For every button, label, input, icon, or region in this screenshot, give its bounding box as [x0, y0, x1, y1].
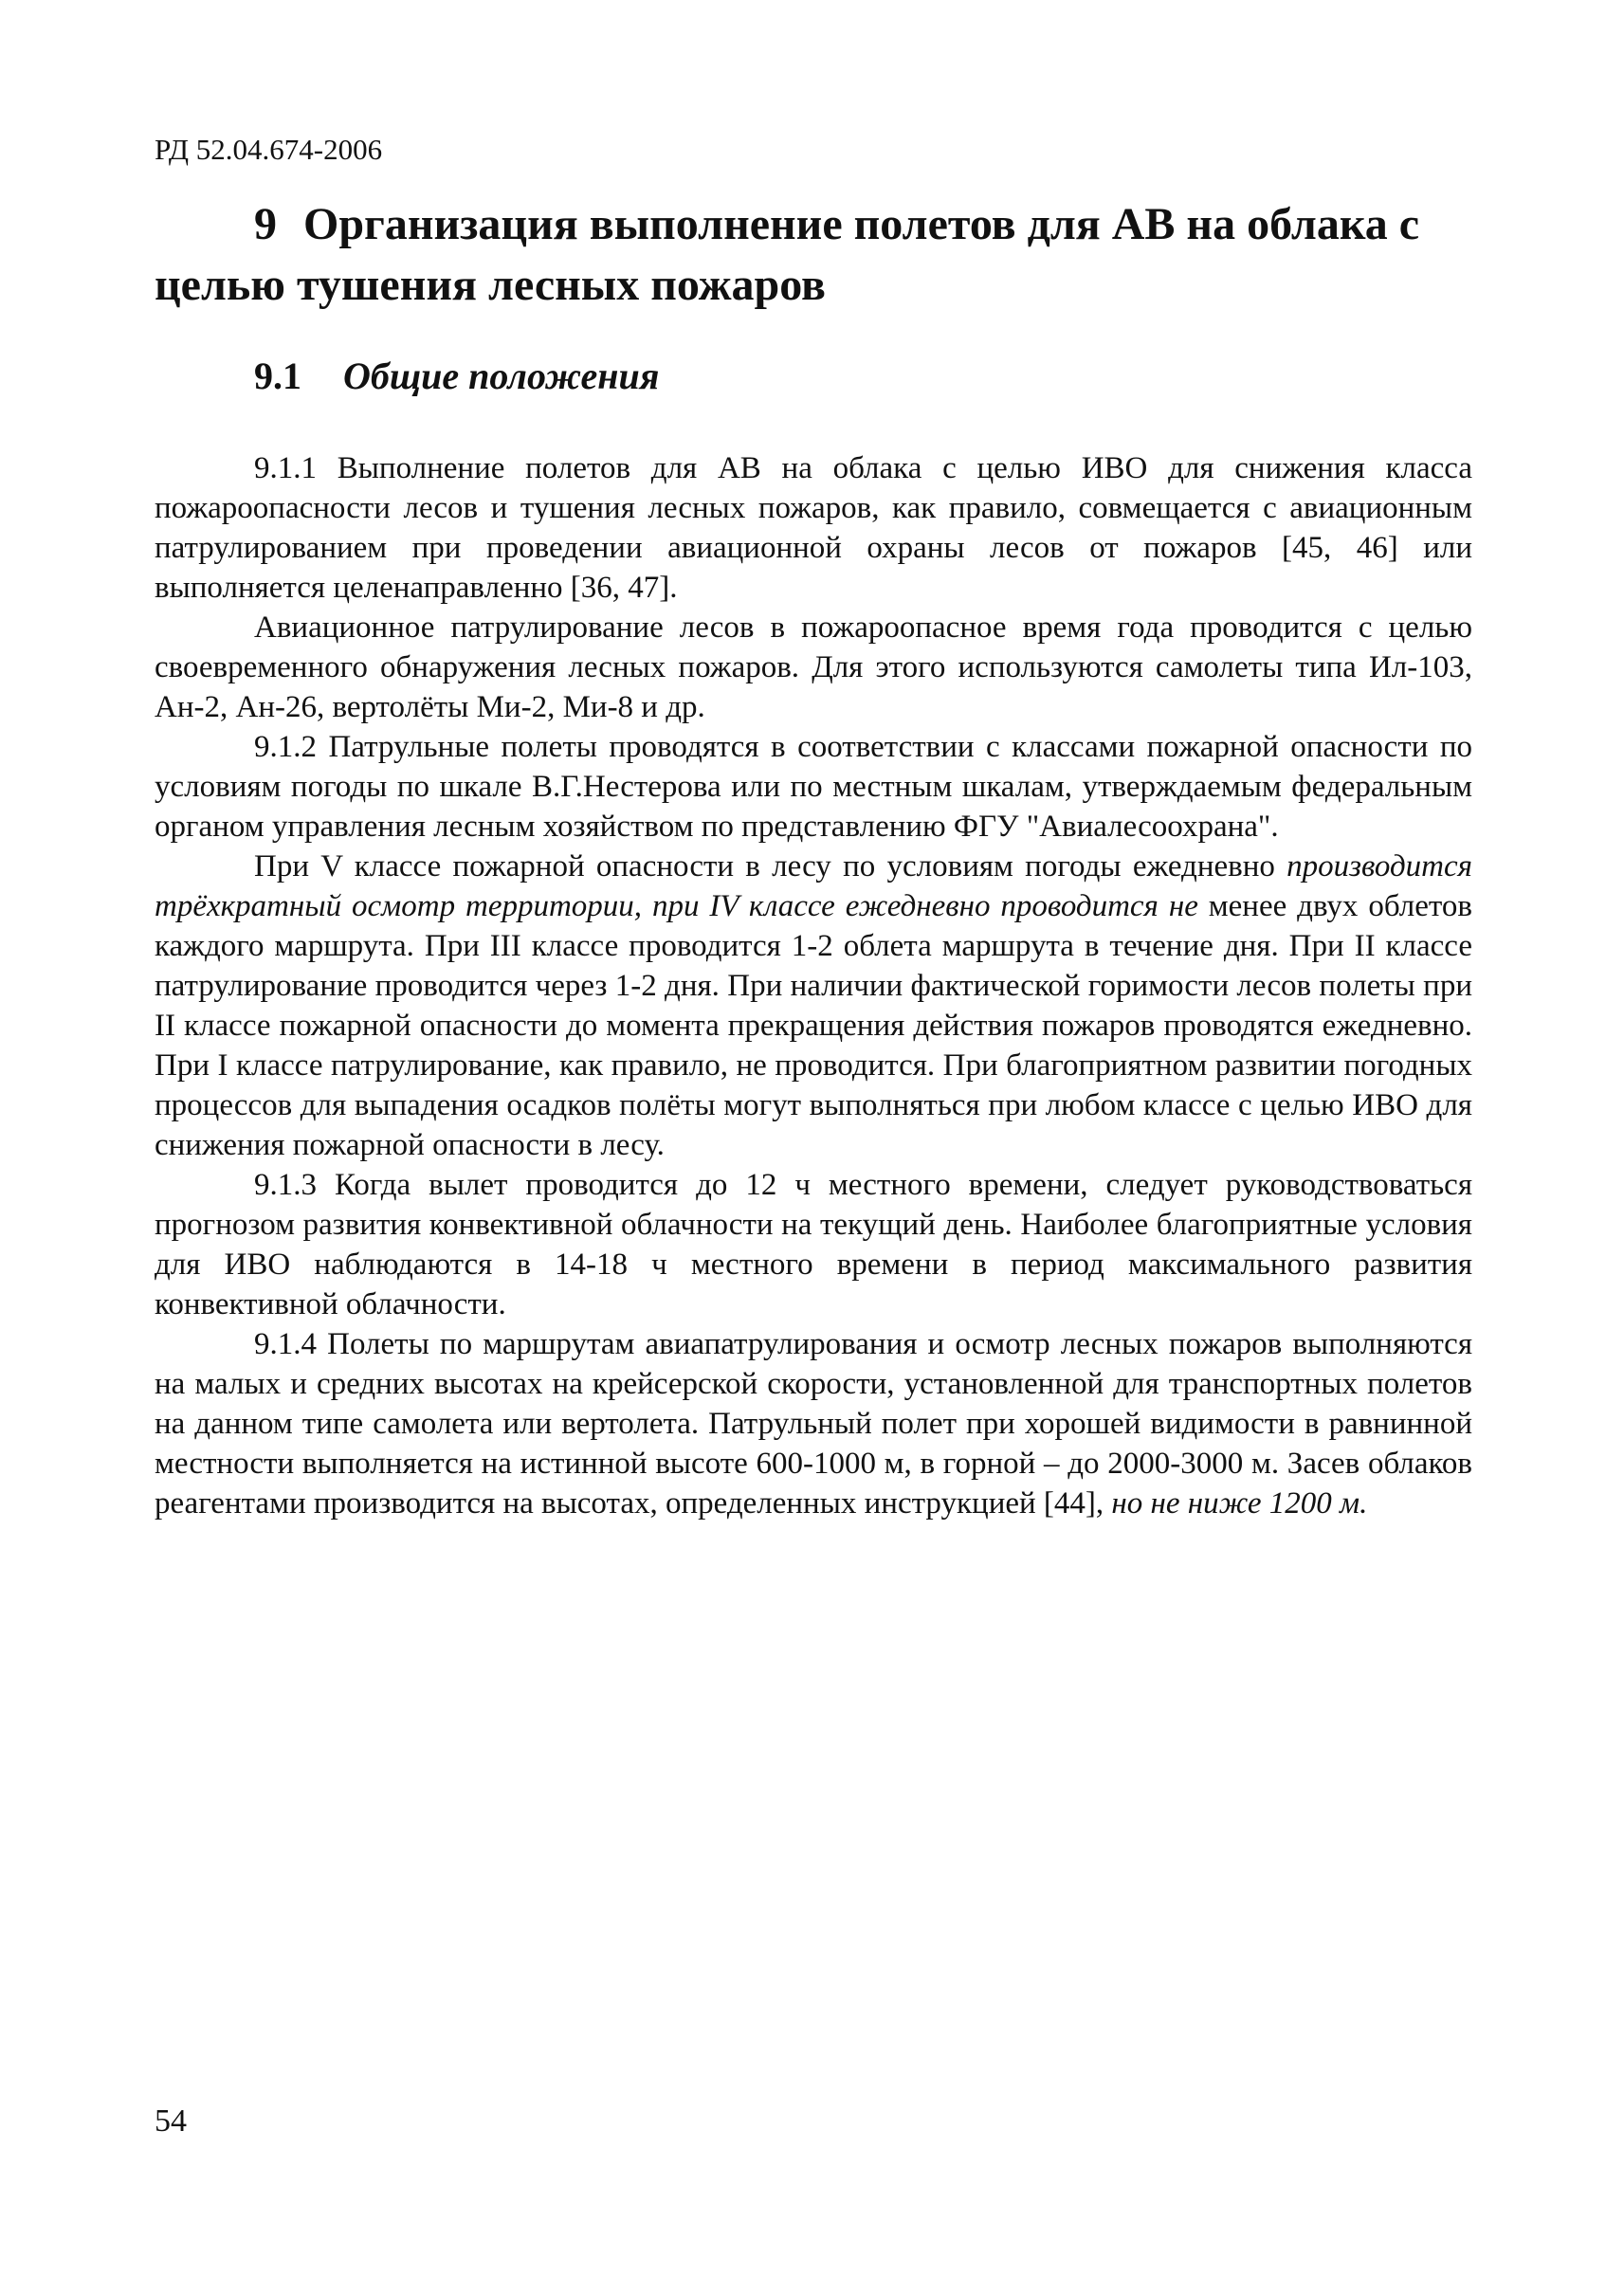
paragraph-aviation-patrol: Авиационное патрулирование лесов в пожароопасное время года проводится с целью своевременного обнаружения лесных пожаров. Для этого используются самолеты типа Ил-103, Ан-2, Ан-26, вертолёты Ми-2, Ми-8 и др. — [155, 610, 1472, 724]
body-text — [155, 448, 1472, 1523]
paragraph-9-1-4-start: 9.1.4 Полеты по маршрутам авиапатрулирования и осмотр лесных пожаров выполняются на малых и средних высотах на крейсерской скорости, установленной для транспортных полетов на данном типе самолета или вертолета. Патрульный полет при хорошей видимости в равнинной местности выполняется на истинной высоте 600-1000 м, в горной – до 2000-3000 м. Засев облаков реагентами производится на высотах, определенных инструкцией [44], — [155, 1327, 1472, 1521]
page-number: 54 — [155, 2104, 187, 2139]
subsection-title — [254, 352, 659, 401]
paragraph-9-1-4 — [155, 1324, 1472, 1523]
section-number: 9 — [254, 199, 277, 249]
paragraph-9-1-3: 9.1.3 Когда вылет проводится до 12 ч местного времени, следует руководствоваться прогнозом развития конвективной облачности на текущий день. Наиболее благоприятные условия для ИВО наблюдаются в 14-18 ч местного времени в период максимального развития конвективной облачности. — [155, 1168, 1472, 1321]
paragraph-9-1-4-italic: но не ниже 1200 м. — [1111, 1486, 1368, 1521]
paragraph-fire-classes — [155, 847, 1472, 1165]
section-title — [155, 194, 1472, 316]
paragraph-fire-classes-end: менее двух облетов каждого маршрута. При III классе проводится 1-2 облета маршрута в течение дня. При II классе патрулирование проводится через 1-2 дня. При наличии фактической горимости лесов полеты при II классе пожарной опасности до момента прекращения действия пожаров проводятся ежедневно. При I классе патрулирование, как правило, не проводится. При благоприятном развитии погодных процессов для выпадения осадков полёты могут выполняться при любом классе с целью ИВО для снижения пожарной опасности в лесу. — [155, 889, 1472, 1162]
paragraph-9-1-1: 9.1.1 Выполнение полетов для АВ на облака с целью ИВО для снижения класса пожароопасности лесов и тушения лесных пожаров, как правило, совмещается с авиационным патрулированием при проведении авиационной охраны лесов от пожаров [45, 46] или выполняется целенаправленно [36, 47]. — [155, 451, 1472, 605]
paragraph-fire-classes-italic: производится трёхкратный осмотр территории, при IV классе ежедневно проводится не — [155, 849, 1472, 923]
document-code: РД 52.04.674-2006 — [155, 133, 383, 166]
subsection-number: 9.1 — [254, 355, 301, 397]
section-title-text: Организация выполнение полетов для АВ на облака с целью тушения лесных пожаров — [155, 199, 1420, 310]
paragraph-9-1-2: 9.1.2 Патрульные полеты проводятся в соответствии с классами пожарной опасности по условиям погоды по шкале В.Г.Нестерова или по местным шкалам, утверждаемым федеральным органом управления лесным хозяйством по представлению ФГУ "Авиалесоохрана". — [155, 730, 1472, 844]
paragraph-fire-classes-start: При V классе пожарной опасности в лесу по условиям погоды ежедневно — [254, 849, 1287, 883]
subsection-title-text: Общие положения — [343, 355, 660, 397]
